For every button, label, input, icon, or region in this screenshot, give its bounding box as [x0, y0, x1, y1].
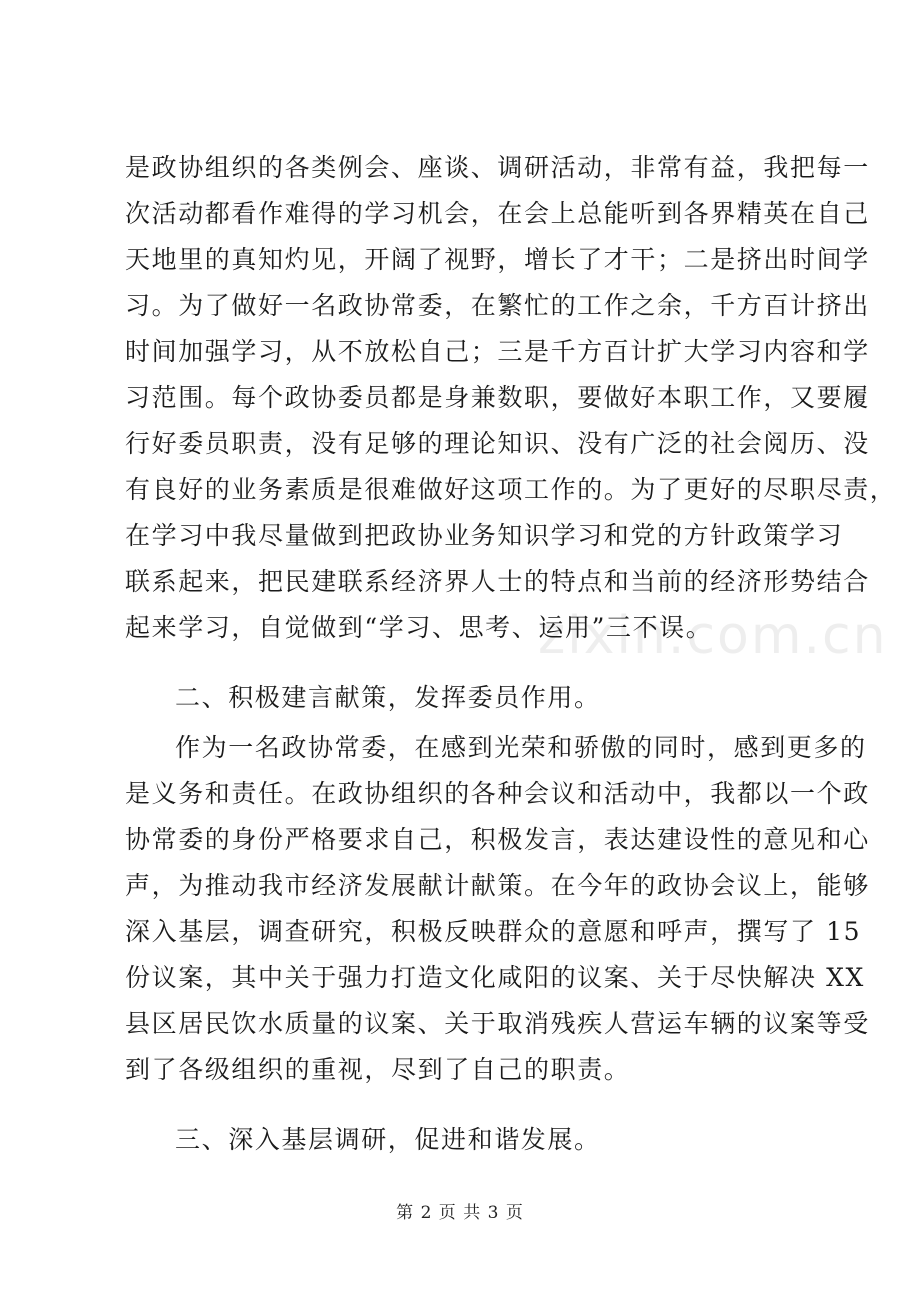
- text-line: 时间加强学习，从不放松自己；三是千方百计扩大学习内容和学: [125, 337, 870, 366]
- text-line: 在学习中我尽量做到把政协业务知识学习和党的方针政策学习: [125, 521, 844, 550]
- text-line: 联系起来，把民建联系经济界人士的特点和当前的经济形势结合: [125, 567, 870, 596]
- watermark: zixin.com.cn: [538, 606, 888, 666]
- text-line: 份议案，其中关于强力打造文化咸阳的议案、关于尽快解决 XX: [125, 963, 865, 992]
- text-line: 到了各级组织的重视，尽到了自己的职责。: [125, 1055, 631, 1084]
- text-line: 次活动都看作难得的学习机会，在会上总能听到各界精英在自己: [125, 199, 870, 228]
- section-heading: 三、深入基层调研，促进和谐发展。: [175, 1125, 601, 1154]
- text-line: 是政协组织的各类例会、座谈、调研活动，非常有益，我把每一: [125, 153, 870, 182]
- text-line: 深入基层，调查研究，积极反映群众的意愿和呼声，撰写了 15: [125, 917, 862, 946]
- text-line: 声，为推动我市经济发展献计献策。在今年的政协会议上，能够: [125, 871, 870, 900]
- text-line: 行好委员职责，没有足够的理论知识、没有广泛的社会阅历、没: [125, 429, 870, 458]
- text-line: 作为一名政协常委，在感到光荣和骄傲的同时，感到更多的: [175, 733, 867, 762]
- text-line: 有良好的业务素质是很难做好这项工作的。为了更好的尽职尽责，: [125, 475, 897, 504]
- text-line: 起来学习，自觉做到“学习、思考、运用”三不误。: [125, 613, 713, 642]
- text-line: 天地里的真知灼见，开阔了视野，增长了才干；二是挤出时间学: [125, 245, 870, 274]
- text-line: 习范围。每个政协委员都是身兼数职，要做好本职工作，又要履: [125, 383, 870, 412]
- text-line: 协常委的身份严格要求自己，积极发言，表达建设性的意见和心: [125, 825, 870, 854]
- section-heading: 二、积极建言献策，发挥委员作用。: [175, 683, 601, 712]
- text-line: 习。为了做好一名政协常委，在繁忙的工作之余，千方百计挤出: [125, 291, 870, 320]
- text-line: 是义务和责任。在政协组织的各种会议和活动中，我都以一个政: [125, 779, 870, 808]
- text-line: 县区居民饮水质量的议案、关于取消残疾人营运车辆的议案等受: [125, 1009, 870, 1038]
- page-footer: 第 2 页 共 3 页: [396, 1203, 524, 1223]
